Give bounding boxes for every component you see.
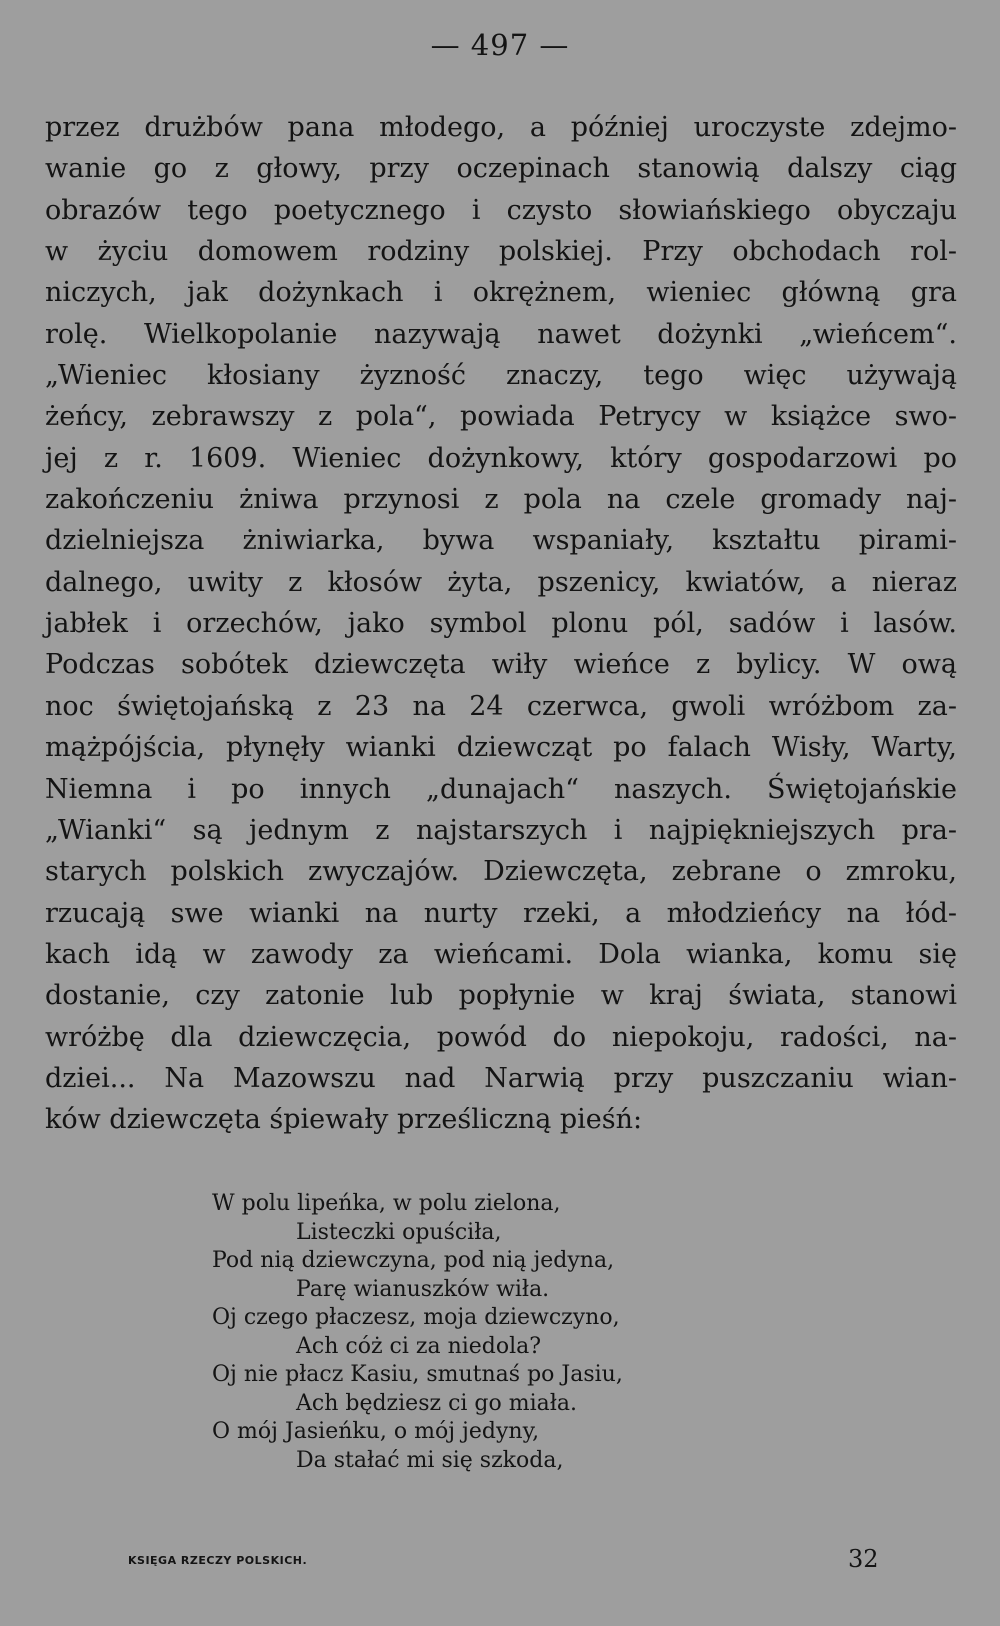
text-line: niczych, jak dożynkach i okrężnem, wieniec główną gra <box>45 277 957 309</box>
verse-line: Listeczki opuściła, <box>296 1219 502 1245</box>
text-line: zakończeniu żniwa przynosi z pola na czele gromady naj- <box>45 484 957 516</box>
text-line: kach idą w zawody za wieńcami. Dola wianka, komu się <box>45 938 957 970</box>
text-line: dziei... Na Mazowszu nad Narwią przy puszczaniu wian- <box>45 1062 957 1094</box>
text-line: obrazów tego poetycznego i czysto słowiańskiego obyczaju <box>45 194 957 226</box>
text-line: dzielniejsza żniwiarka, bywa wspaniały, kształtu pirami- <box>45 525 957 557</box>
verse-line: Ach cóż ci za niedola? <box>296 1333 542 1359</box>
text-line: rolę. Wielkopolanie nazywają nawet dożynki „wieńcem“. <box>45 318 957 350</box>
text-line: jej z r. 1609. Wieniec dożynkowy, który gospodarzowi po <box>45 442 957 474</box>
text-line: dalnego, uwity z kłosów żyta, pszenicy, kwiatów, a nieraz <box>45 566 957 598</box>
verse-line: Pod nią dziewczyna, pod nią jedyna, <box>212 1248 615 1274</box>
text-line: „Wianki“ są jednym z najstarszych i najpiękniejszych pra- <box>45 814 957 846</box>
text-line: ków dziewczęta śpiewały prześliczną pieśń: <box>45 1104 643 1136</box>
verse-line: W polu lipeńka, w polu zielona, <box>212 1191 561 1216</box>
verse-line: Ach będziesz ci go miała. <box>296 1390 578 1416</box>
text-line: żeńcy, zebrawszy z pola“, powiada Petrycy w książce swo- <box>45 401 957 433</box>
text-line: jabłek i orzechów, jako symbol plonu pól, sadów i lasów. <box>45 608 957 640</box>
verse-line: Oj czego płaczesz, moja dziewczyno, <box>212 1305 620 1331</box>
text-line: rzucają swe wianki na nurty rzeki, a młodzieńcy na łód- <box>45 897 957 929</box>
text-line: wanie go z głowy, przy oczepinach stanowią dalszy ciąg <box>45 153 957 185</box>
text-line: przez drużbów pana młodego, a później uroczyste zdejmo- <box>45 112 957 143</box>
page-number: — 497 — <box>430 28 570 62</box>
text-line: Podczas sobótek dziewczęta wiły wieńce z bylicy. W ową <box>45 649 957 681</box>
text-line: wróżbę dla dziewczęcia, powód do niepokoju, radości, na- <box>45 1021 957 1053</box>
verse-line: Oj nie płacz Kasiu, smutnaś po Jasiu, <box>212 1362 623 1388</box>
verse-line: Da stałać mi się szkoda, <box>296 1447 564 1473</box>
text-line: „Wieniec kłosiany żyzność znaczy, tego więc używają <box>45 360 957 392</box>
text-line: dostanie, czy zatonie lub popłynie w kraj świata, stanowi <box>45 980 957 1012</box>
text-line: noc świętojańską z 23 na 24 czerwca, gwoli wróżbom za- <box>45 690 957 722</box>
verse-line: O mój Jasieńku, o mój jedyny, <box>212 1419 540 1445</box>
main-paragraph <box>45 107 957 1141</box>
text-line: Niemna i po innych „dunajach“ naszych. Świętojańskie <box>45 773 957 805</box>
verse-line: Parę wianuszków wiła. <box>296 1276 550 1302</box>
sheet-number: 32 <box>848 1545 879 1573</box>
text-line: mążpójścia, płynęły wianki dziewcząt po falach Wisły, Warty, <box>45 732 957 764</box>
song-verse <box>212 1190 912 1475</box>
text-line: starych polskich zwyczajów. Dziewczęta, zebrane o zmroku, <box>45 856 957 888</box>
text-line: w życiu domowem rodziny polskiej. Przy obchodach rol- <box>45 236 957 268</box>
printer-signature: KSIĘGA RZECZY POLSKICH. <box>128 1554 308 1567</box>
